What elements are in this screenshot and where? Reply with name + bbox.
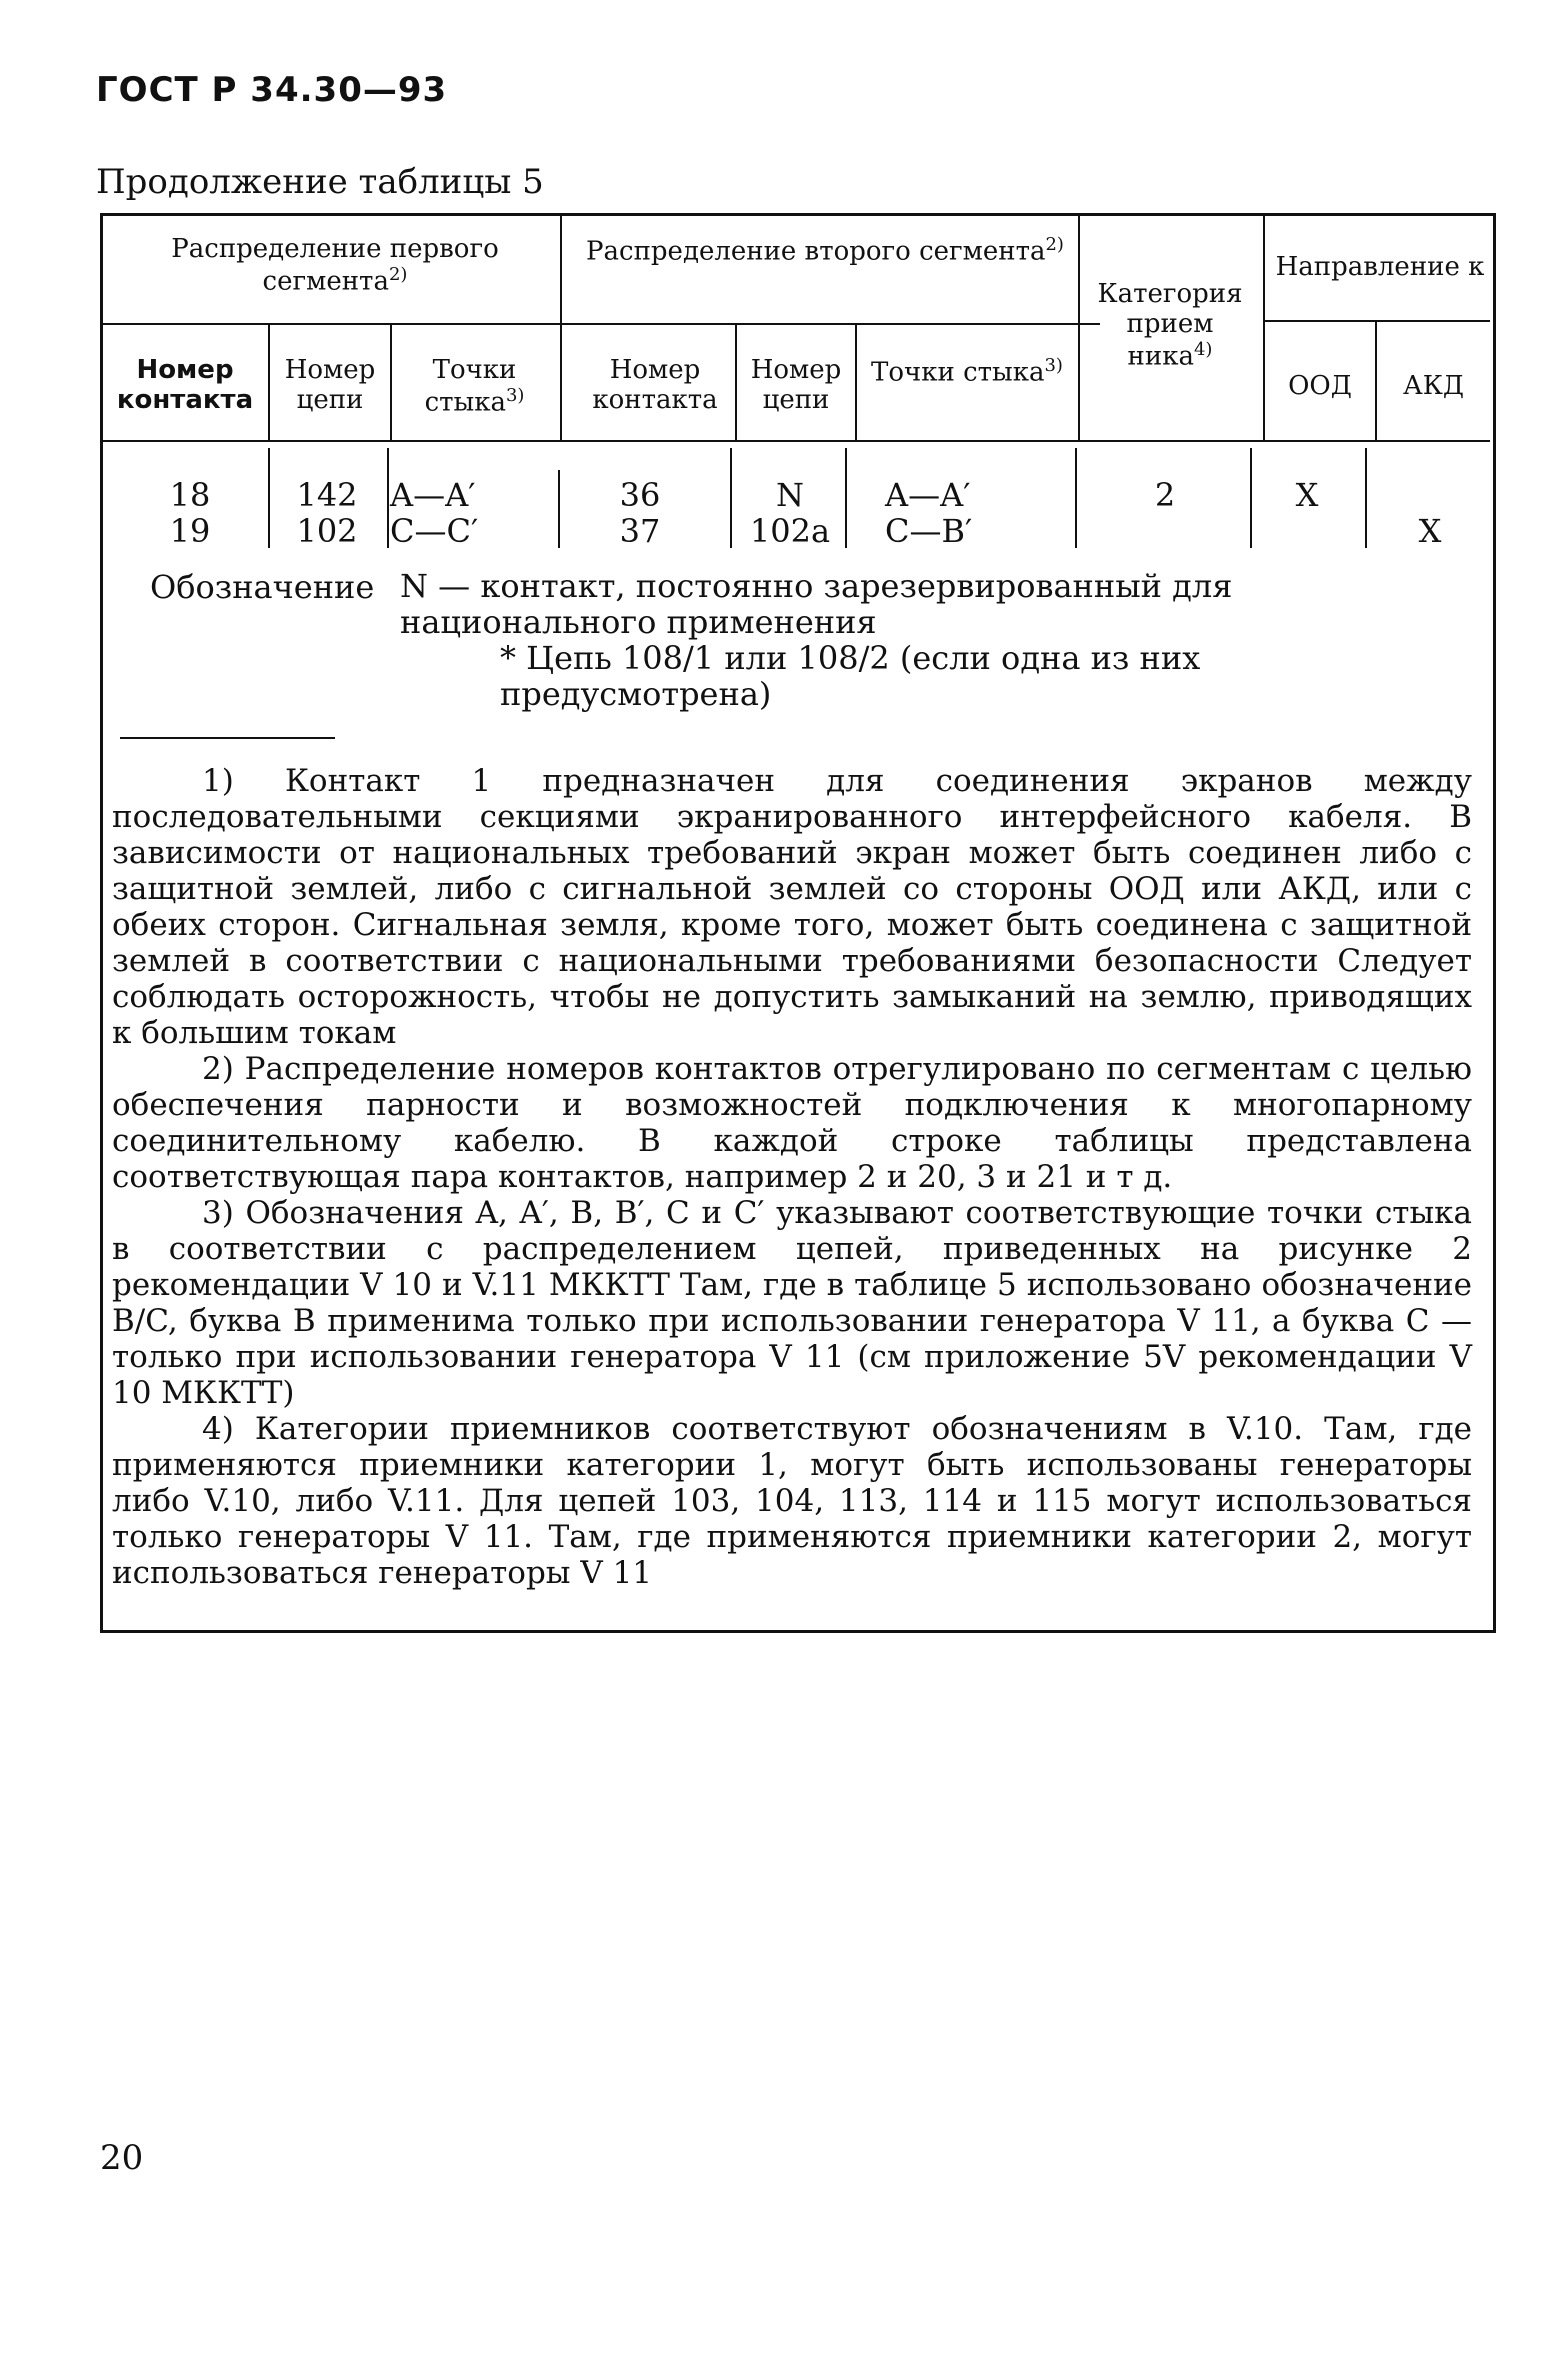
table-row-2-contact2: 37 [619,512,661,550]
header-bottom-line [100,440,1490,442]
header-akd: АКД [1403,371,1464,401]
header-second-segment: Распределение второго сегмента$^{2)}$ [586,234,1064,267]
table-row-1-ood: X [1295,476,1319,514]
table-continuation-heading: Продолжение таблицы 5 [96,162,544,202]
note-label: Обозначение [150,568,375,606]
table-row-2-contact1: 19 [169,512,211,550]
header-circuit-no-1: Номер цепи [284,355,376,415]
row-divider-2 [387,448,389,548]
header-contact-no-1: Номер контакта [116,355,254,415]
table-row-1-points1: A—A′ [390,476,476,514]
row-divider-4 [730,448,732,548]
page-number: 20 [100,2138,144,2178]
table-row-1-circuit2: N [776,476,804,514]
footnote-1: 1) Контакт 1 предназначен для соединения экранов между последовательными секциями экранированного интерфейсного кабеля. В зависимости от национальных требований экран может быть соединен либо с защитной землей, либо с сигнальной землей со стороны ООД или АКД, или с обеих сторон. Сигнальная земля, кроме того, может быть соединена с защитной землей в соответствии с национальными требованиями безопасности Следует соблюдать осторожность, чтобы не допустить замыканий на землю, приводящих к большим токам [112,763,1472,1051]
header-direction: Направление к [1275,252,1485,282]
footnote-2: 2) Распределение номеров контактов отрегулировано по сегментам с целью обеспечения парности и возможностей подключения к многопарному соединительному кабелю. В каждой строке таблицы представлена соответствующая пара контактов, например 2 и 20, 3 и 21 и т д. [112,1051,1472,1195]
header-category: Категория прием ника$^{4)}$ [1097,279,1243,372]
col-divider-direction [1263,215,1265,440]
row-divider-1 [268,448,270,548]
table-row-2-points2: C—B′ [885,512,973,550]
header-separator-segments [100,323,1100,325]
header-points-2: Точки стыка$^{3)}$ [871,355,1063,388]
footnote-3: 3) Обозначения A, A′, B, B′, C и C′ указывают соответствующие точки стыка в соответствии с распределением цепей, приведенных на рисунке 2 рекомендации V 10 и V.11 МККТТ Там, где в таблице 5 использовано обозначение B/C, буква B применима только при использовании генератора V 11, а буква C — только при использовании генератора V 11 (см приложение 5V рекомендации V 10 МККТТ) [112,1195,1472,1411]
row-divider-3 [558,470,560,548]
table-row-2-points1: C—C′ [390,512,479,550]
table-row-2-akd: X [1418,512,1442,550]
document-header: ГОСТ Р 34.30—93 [96,70,448,110]
row-divider-8 [1365,448,1367,548]
note-n-contact: N — контакт, постоянно зарезервированный для национального применения [400,567,1233,641]
table-row-2-circuit1: 102 [296,512,358,550]
table-row-1-points2: A—A′ [885,476,971,514]
row-divider-7 [1250,448,1252,548]
table-row-2-circuit2: 102a [749,512,831,550]
table-row-1-contact1: 18 [169,476,211,514]
header-separator-direction [1265,320,1490,322]
footnote-rule [120,737,335,739]
table-row-1-contact2: 36 [619,476,661,514]
note-star-circuit: * Цепь 108/1 или 108/2 (если одна из них предусмотрена) [500,639,1201,713]
header-first-segment: Распределение первого сегмента$^{2)}$ [171,234,499,297]
header-points-1: Точки стыка$^{3)}$ [424,355,525,418]
header-contact-no-2: Номер контакта [592,355,718,415]
table-bottom-border [100,1630,1493,1633]
footnotes [112,763,1472,1591]
row-divider-6 [1075,448,1077,548]
header-circuit-no-2: Номер цепи [750,355,842,415]
header-ood: ООД [1288,371,1352,401]
table-row-1-circuit1: 142 [296,476,358,514]
row-divider-5 [845,448,847,548]
table-row-1-category: 2 [1154,476,1176,514]
footnote-4: 4) Категории приемников соответствуют обозначениям в V.10. Там, где применяются приемники категории 1, могут быть использованы генераторы либо V.10, либо V.11. Для цепей 103, 104, 113, 114 и 115 могут использоваться только генераторы V 11. Там, где применяются приемники категории 2, могут использоваться генераторы V 11 [112,1411,1472,1591]
col-divider-segments [560,215,562,440]
